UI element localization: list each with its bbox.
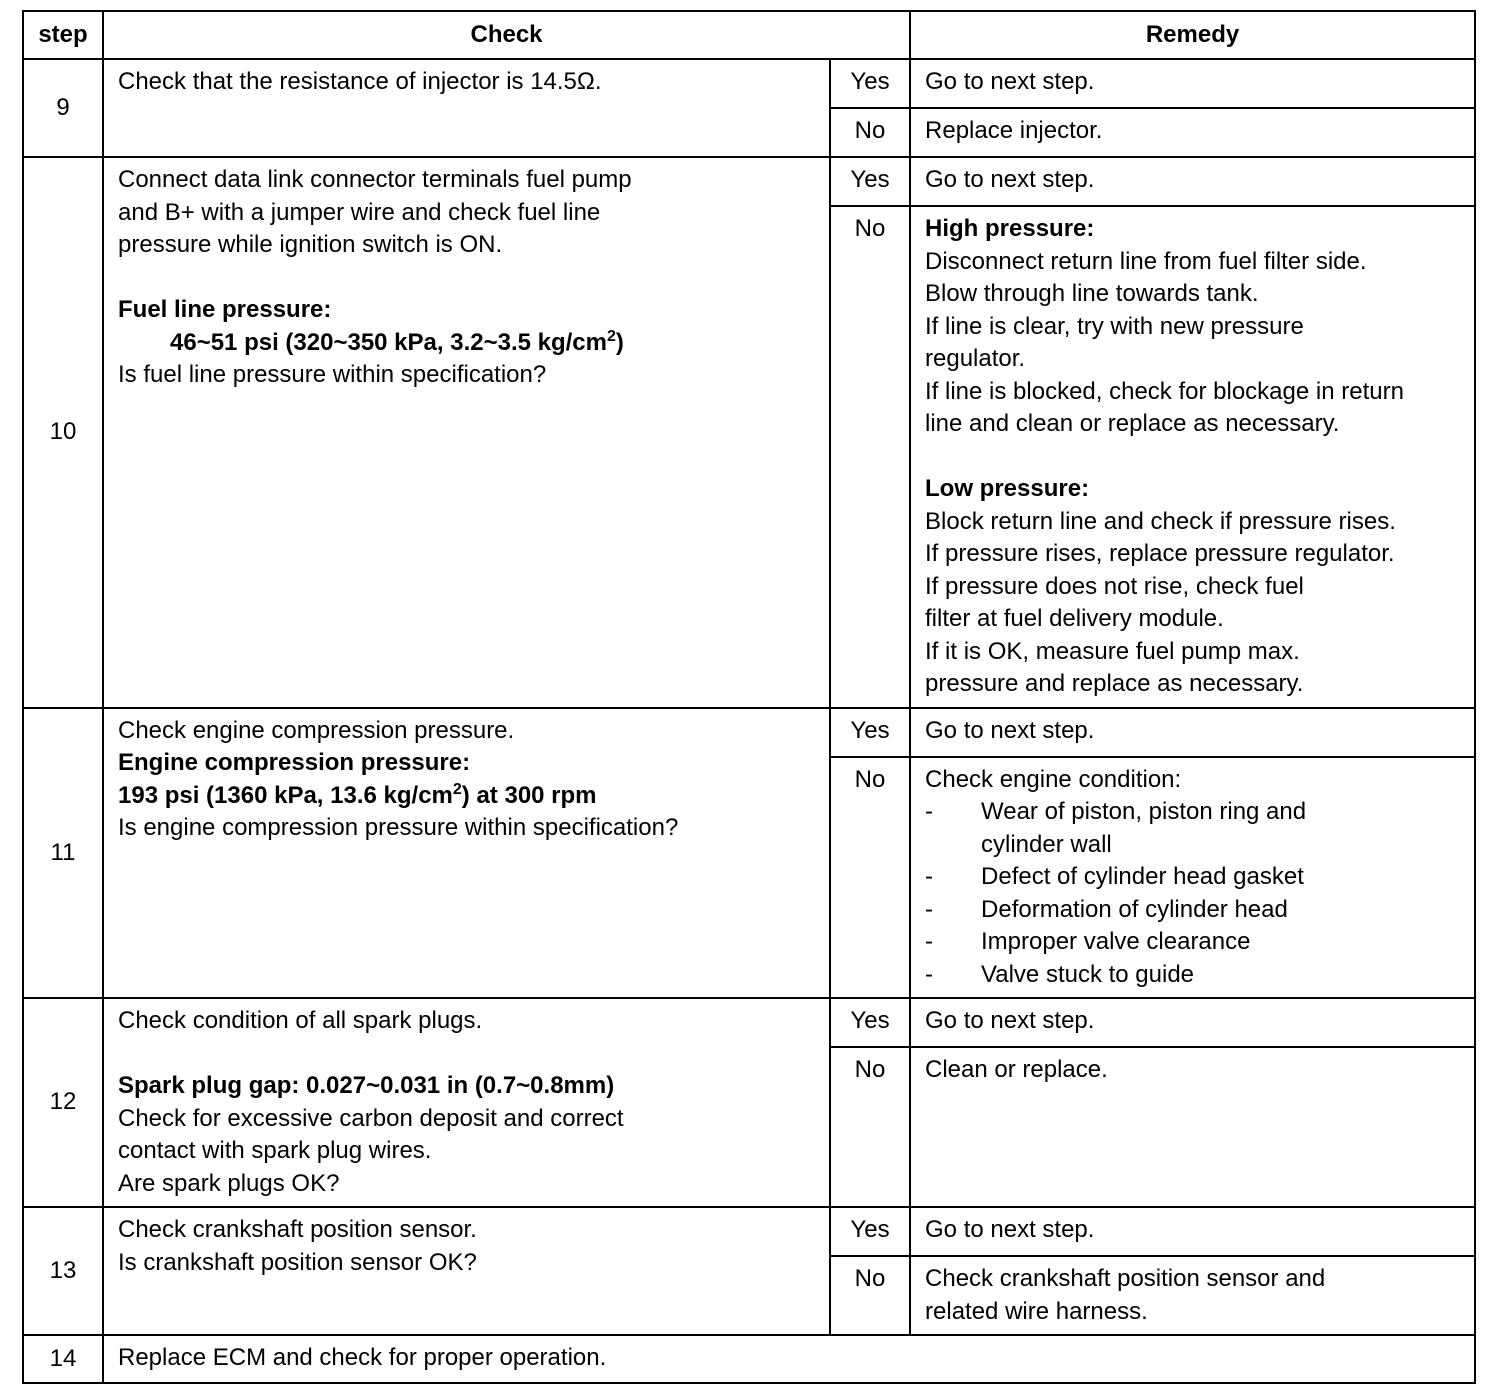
step-number: 14 <box>23 1335 103 1383</box>
check-question: Is fuel line pressure within specification? <box>118 361 547 388</box>
remedy-line: Disconnect return line from fuel filter side. <box>925 247 1367 275</box>
remedy-line: Check crankshaft position sensor and <box>925 1265 1326 1292</box>
yes-remedy: Go to next step. <box>910 1207 1475 1256</box>
header-step: step <box>23 11 103 59</box>
remedy-line: related wire harness. <box>925 1297 1148 1325</box>
remedy-bullet: - Defect of cylinder head gasket <box>925 863 1304 890</box>
yes-label: Yes <box>830 59 910 108</box>
step-10-yes-row <box>23 157 1475 206</box>
no-label: No <box>830 108 910 157</box>
remedy-line: line and clean or replace as necessary. <box>925 410 1340 437</box>
check-text: Check crankshaft position sensor. <box>118 1216 477 1243</box>
check-text: Check engine compression pressure. <box>118 716 515 744</box>
step-12-yes-row <box>23 998 1475 1047</box>
remedy-bullet: - Improper valve clearance <box>925 928 1251 955</box>
check-cell <box>103 59 830 157</box>
check-question: Are spark plugs OK? <box>118 1169 340 1197</box>
header-check: Check <box>103 11 910 59</box>
step-number: 9 <box>23 59 103 157</box>
remedy-line: If pressure rises, replace pressure regulator. <box>925 540 1395 567</box>
check-cell <box>103 1207 830 1335</box>
spec-value: 46~51 psi (320~350 kPa, 3.2~3.5 $kg/cm^2$) <box>170 327 624 356</box>
remedy-line: pressure and replace as necessary. <box>925 670 1304 697</box>
remedy-bullet: - Deformation of cylinder head <box>925 895 1288 923</box>
spec-label: Engine compression pressure: <box>118 749 471 776</box>
remedy-line: If line is clear, try with new pressure <box>925 312 1304 340</box>
check-text: pressure while ignition switch is ON. <box>118 231 503 258</box>
remedy-line: filter at fuel delivery module. <box>925 605 1224 632</box>
check-text: and B+ with a jumper wire and check fuel line <box>118 198 601 226</box>
check-text: Check for excessive carbon deposit and correct <box>118 1104 624 1132</box>
diagnostic-table <box>22 10 1476 1384</box>
check-text: Check condition of all spark plugs. <box>118 1007 483 1034</box>
remedy-line: Blow through line towards tank. <box>925 280 1259 307</box>
remedy-bullet: - Valve stuck to guide <box>925 960 1195 988</box>
yes-label: Yes <box>830 708 910 757</box>
step-number: 11 <box>23 708 103 999</box>
high-pressure-label: High pressure: <box>925 215 1095 242</box>
header-row <box>23 11 1475 59</box>
spec-label: Fuel line pressure: <box>118 296 332 323</box>
step-13-yes-row <box>23 1207 1475 1256</box>
no-label: No <box>830 757 910 999</box>
no-label: No <box>830 1047 910 1207</box>
remedy-line: regulator. <box>925 345 1026 372</box>
remedy-bullet-continuation: cylinder wall <box>981 830 1112 858</box>
remedy-line: Block return line and check if pressure rises. <box>925 507 1396 535</box>
no-remedy <box>910 757 1475 999</box>
low-pressure-label: Low pressure: <box>925 475 1090 502</box>
remedy-bullet: - Wear of piston, piston ring and <box>925 798 1307 825</box>
check-cell <box>103 157 830 708</box>
remedy-line: If line is blocked, check for blockage in return <box>925 377 1404 405</box>
check-cell <box>103 1335 1475 1383</box>
check-text: Connect data link connector terminals fuel pump <box>118 166 632 193</box>
no-label: No <box>830 206 910 708</box>
yes-label: Yes <box>830 157 910 206</box>
remedy-intro: Check engine condition: <box>925 765 1182 793</box>
yes-label: Yes <box>830 998 910 1047</box>
header-remedy: Remedy <box>910 11 1475 59</box>
check-text: contact with spark plug wires. <box>118 1137 432 1164</box>
step-number: 12 <box>23 998 103 1207</box>
step-11-yes-row <box>23 708 1475 757</box>
step-9-yes-row <box>23 59 1475 108</box>
yes-remedy: Go to next step. <box>910 59 1475 108</box>
yes-remedy: Go to next step. <box>910 708 1475 757</box>
no-remedy <box>910 206 1475 708</box>
check-text: Replace ECM and check for proper operation. <box>118 1344 607 1371</box>
yes-label: Yes <box>830 1207 910 1256</box>
spec-value: 193 psi (1360 kPa, 13.6 $kg/cm^2$) at 300 rpm <box>118 780 597 809</box>
check-question: Is engine compression pressure within specification? <box>118 814 679 841</box>
check-cell <box>103 998 830 1207</box>
remedy-line: If pressure does not rise, check fuel <box>925 572 1304 600</box>
no-remedy <box>910 1256 1475 1335</box>
step-14-row <box>23 1335 1475 1383</box>
no-remedy: Replace injector. <box>910 108 1475 157</box>
no-remedy: Clean or replace. <box>910 1047 1475 1207</box>
yes-remedy: Go to next step. <box>910 157 1475 206</box>
check-cell <box>103 708 830 999</box>
step-number: 10 <box>23 157 103 708</box>
step-number: 13 <box>23 1207 103 1335</box>
check-question: Is crankshaft position sensor OK? <box>118 1248 477 1276</box>
spec-value: Spark plug gap: 0.027~0.031 in (0.7~0.8mm) <box>118 1072 615 1099</box>
check-text: Check that the resistance of injector is 14.5Ω. <box>118 68 602 95</box>
remedy-line: If it is OK, measure fuel pump max. <box>925 637 1300 665</box>
no-label: No <box>830 1256 910 1335</box>
yes-remedy: Go to next step. <box>910 998 1475 1047</box>
